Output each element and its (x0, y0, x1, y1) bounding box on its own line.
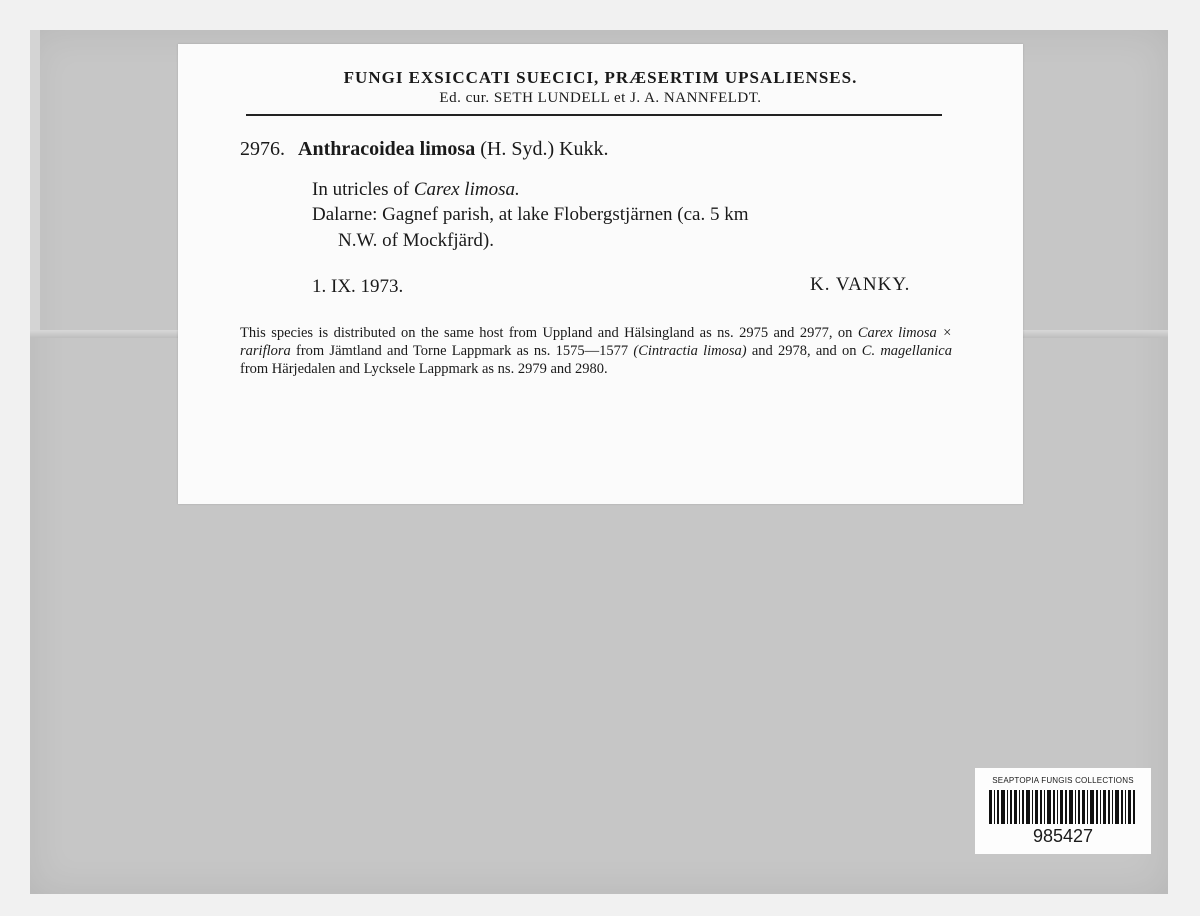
locality-line-1: Dalarne: Gagnef parish, at lake Flobergstjärnen (ca. 5 km (312, 204, 749, 225)
collection-date: 1. IX. 1973. (312, 276, 404, 297)
locality-line-2: N.W. of Mockfjärd). (338, 230, 495, 251)
barcode-label (975, 768, 1151, 854)
collector-name: K. VANKY. (810, 274, 911, 295)
note-host-magellanica: C. magellanica (861, 343, 952, 359)
entry-line (240, 138, 609, 161)
host-prefix: In utricles of (312, 179, 414, 200)
note-synonym: (Cintractia limosa) (633, 343, 747, 359)
host-line (312, 179, 520, 201)
host-name: Carex limosa. (413, 179, 520, 200)
note-text-1: This species is distributed on the same host from Uppland and Hälsingland as ns. 2975 and 2977, on (240, 325, 858, 341)
note-hybrid-host: Carex limosa × rariflora (240, 325, 952, 359)
note-text-2: from Jämtland and Torne Lappmark as ns. 1575—1577 (290, 343, 634, 359)
taxon-authority: (H. Syd.) Kukk. (480, 138, 609, 160)
note-text-4: from Härjedalen and Lycksele Lappmark as ns. 2979 and 2980. (240, 361, 608, 377)
barcode-icon (987, 790, 1139, 824)
barcode-number: 985427 (1032, 826, 1094, 846)
note-text-3: and 2978, and on (746, 343, 862, 359)
envelope-flap-edge (30, 30, 40, 330)
barcode-header: SEAPTOPIA FUNGIS COLLECTIONS (992, 776, 1134, 785)
taxon-name: Anthracoidea limosa (298, 138, 476, 160)
editors-line: Ed. cur. SETH LUNDELL et J. A. NANNFELDT. (439, 90, 762, 106)
exsiccata-number: 2976. (240, 138, 285, 160)
series-title: FUNGI EXSICCATI SUECICI, PRÆSERTIM UPSALIENSES. (343, 68, 858, 87)
specimen-label (178, 44, 1023, 504)
title-rule (246, 114, 942, 116)
distribution-note (240, 324, 952, 378)
